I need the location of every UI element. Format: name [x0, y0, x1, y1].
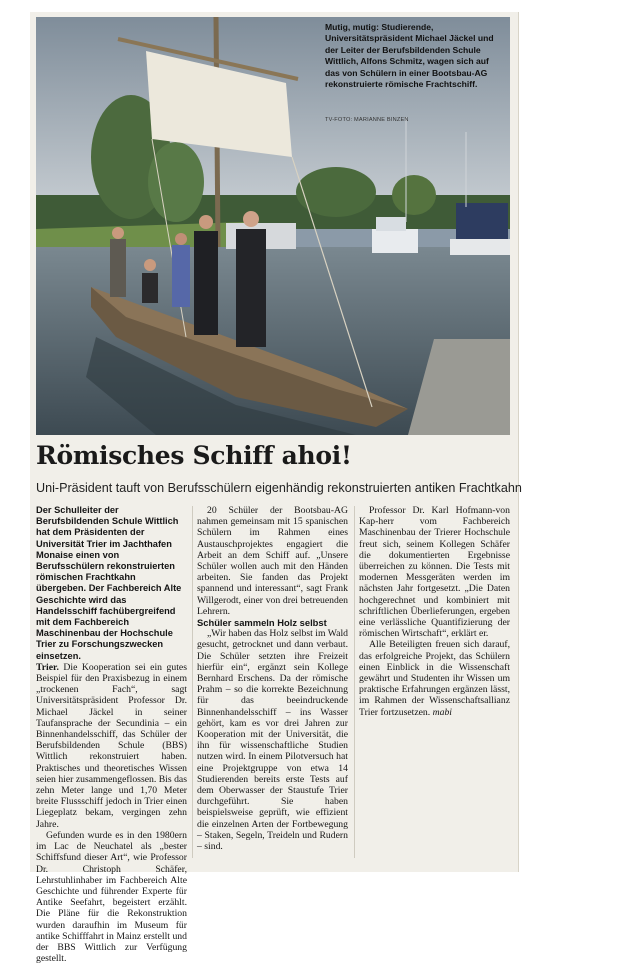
paragraph-3: 20 Schüler der Bootsbau-AG nahmen gemeinsam mit 15 spanischen Schülern im Rahmen eines Austauschprojektes engagiert die Arbeit an dem Schiff auf. „Unsere Schüler wollen auch mit den Händen arbeiten. Sie fanden das Projekt spannend und interessant“, sagt Frank Willgerodt, einer von drei betreuenden Lehrern.	[197, 505, 348, 617]
paragraph-2: Gefunden wurde es in den 1980ern im Lac de Neuchatel als „bester Schiffsfund dieser Art“, wie Professor Dr. Christoph Schäfer, Lehrstuhlinhaber im Fachbereich Alte Geschichte und führender Experte für Antike Seefahrt, begeistert erzählt. Die Pläne für die Rekonstruktion wurden daraufhin im Museum für antike Schifffahrt in Mainz erstellt und der BBS Wittlich zur Verfügung gestellt.	[36, 829, 187, 964]
column-divider	[354, 506, 355, 858]
paragraph-4: „Wir haben das Holz selbst im Wald gesucht, getrocknet und dann verbaut. Die Schüler setzten ihre Freizeit hierfür ein“, ergänzt sein Kollege Bernhard Erschens. Da der römische Prahm – so die korrekte Bezeichnung für das beeindruckende Binnenhandelsschiff – ins Wasser gehört, kam es vor drei Jahren zur Kooperation mit der Universität, die ihn für wissenschaftliche Studien nutzen wird. In einem Pilotversuch hat eine Projektgruppe von etwa 14 Studierenden bereits erste Tests auf dem Oberwasser der Staustufe Trier durchgeführt. Sie haben beispielsweise geprüft, wie effizient die einzelnen Arten der Fortbewegung – Staken, Segeln, Treideln und Rudern – sind.	[197, 628, 348, 853]
dateline: Trier.	[36, 661, 59, 673]
photo-caption: Mutig, mutig: Studierende, Universitätspräsident Michael Jäckel und der Leiter der Berufsbildenden Schule Wittlich, Alfons Schmitz, wagen sich auf das von Schülern in einer Bootsbau-AG rekonstruierte römische Frachtschiff.	[325, 22, 494, 90]
article-lead: Der Schulleiter der Berufsbildenden Schule Wittlich hat dem Präsidenten der Universität Trier im Jachthafen Monaise einen von Berufsschülern rekonstruierten römischen Frachtkahn übergeben. Der Fachbereich Alte Geschichte wird das Handelsschiff fachübergreifend mit dem Fachbereich Maschinenbau der Hochschule Trier zu Forschungszwecken einsetzen.	[36, 505, 182, 661]
article-column-2	[197, 505, 348, 852]
paragraph-6: Alle Beteiligten freuen sich darauf, das erfolgreiche Projekt, das Schülern einen Einblick in die Wissenschaft gewährt und Studenten ihr Wissen um praktische Erfahrungen ergänzen lässt, im Rahmen der Wissenschaftsallianz Trier fortzusetzen. mabi	[359, 639, 510, 718]
article-headline: Römisches Schiff ahoi!	[36, 441, 352, 470]
column-divider	[192, 506, 193, 858]
paragraph-5: Professor Dr. Karl Hofmann-von Kap-herr vom Fachbereich Maschinenbau der Trierer Hochschule freut sich, seinem Kollegen Schäfer die dokumentierten Ergebnisse überreichen zu können. Die Tests mit modernen Messgeräten werden im nächsten Jahr fortgesetzt. „Die Daten hochgerechnet und kombiniert mit schriftlichen Überlieferungen, ergeben eine verlässliche Quantifizierung der römischen Wirtschaft“, erklärt er.	[359, 505, 510, 640]
section-heading: Schüler sammeln Holz selbst	[197, 617, 327, 629]
article-column-1	[36, 505, 187, 964]
photo-credit: TV-FOTO: MARIANNE BINZEN	[325, 117, 409, 123]
author-tag: mabi	[432, 706, 452, 718]
article-column-3	[359, 505, 510, 718]
article-subheadline: Uni-Präsident tauft von Berufsschülern eigenhändig rekonstruierten antiken Frachtkahn	[36, 481, 522, 495]
paragraph-1: Trier. Die Kooperation sei ein gutes Beispiel für den Praxisbezug in einem „trockenen Fach“, sagt Universitätspräsident Professor Dr. Michael Jäckel in seiner Taufansprache der Secundinia – ein Binnenhandelsschiff, das Schüler der Berufsbildenden Schule (BBS) Wittlich rekonstruiert haben. Praktisches und theoretisches Wissen seien hier zusammengeflossen. Bis das zehn Meter lange und 1,70 Meter breite Flussschiff jedoch in Trier einen Liegeplatz bekam, vergingen zehn Jahre.	[36, 661, 187, 830]
